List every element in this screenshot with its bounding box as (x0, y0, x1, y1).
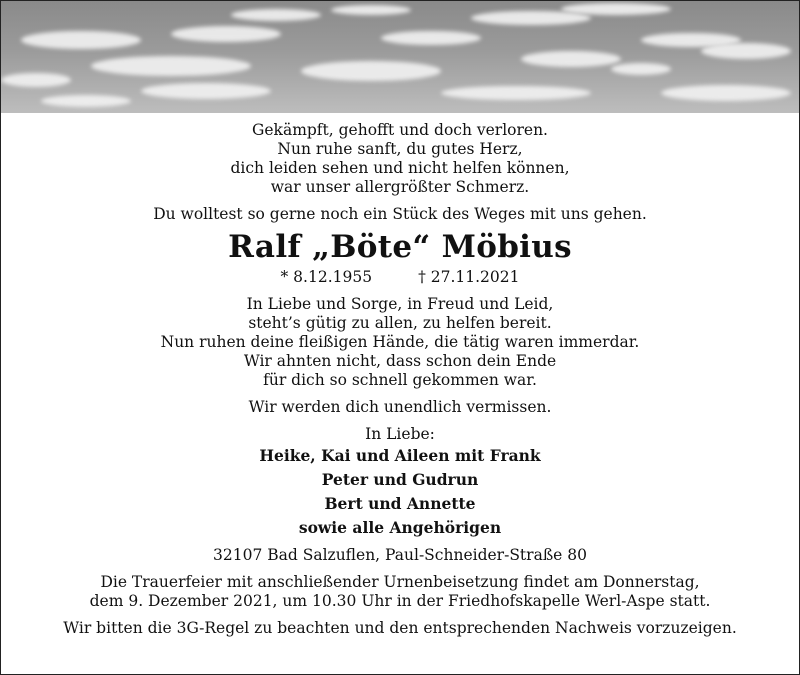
poem-line: In Liebe und Sorge, in Freud und Leid, (246, 295, 554, 313)
birth-date: * 8.12.1955 (280, 268, 373, 286)
mourners-list (1, 444, 799, 540)
funeral-line: dem 9. Dezember 2021, um 10.30 Uhr in der Friedhofskapelle Werl-Aspe statt. (89, 592, 711, 610)
quote-text: Du wolltest so gerne noch ein Stück des Weges mit uns gehen. (153, 205, 647, 223)
poem-line: steht’s gütig zu allen, zu helfen bereit. (248, 314, 552, 332)
miss-text: Wir werden dich unendlich vermissen. (248, 398, 552, 416)
second-poem (1, 295, 799, 390)
sky-clouds-image (1, 1, 799, 113)
poem-line: dich leiden sehen und nicht helfen können, (230, 159, 570, 177)
mourner-line: Peter und Gudrun (321, 470, 479, 489)
poem-line: Wir ahnten nicht, dass schon dein Ende (243, 352, 557, 370)
covid-notice (1, 619, 799, 638)
address-text: 32107 Bad Salzuflen, Paul-Schneider-Straße 80 (213, 546, 587, 564)
notice-text (1, 113, 799, 674)
deceased-name: Ralf „Böte“ Möbius (228, 229, 572, 265)
poem-line: Nun ruhen deine fleißigen Hände, die tätig waren immerdar. (160, 333, 640, 351)
in-love-text: In Liebe: (365, 425, 435, 443)
miss-line (1, 398, 799, 417)
quote-line (1, 205, 799, 224)
poem-line: war unser allergrößter Schmerz. (270, 178, 530, 196)
funeral-info (1, 573, 799, 611)
poem-line: Gekämpft, gehofft und doch verloren. (252, 121, 548, 139)
poem-line: Nun ruhe sanft, du gutes Herz, (277, 140, 523, 158)
poem-line: für dich so schnell gekommen war. (263, 371, 537, 389)
death-date: † 27.11.2021 (418, 268, 520, 286)
notice-text-line: Wir bitten die 3G-Regel zu beachten und den entsprechenden Nachweis vorzuzeigen. (63, 619, 737, 637)
life-dates (1, 268, 799, 287)
mourner-line: sowie alle Angehörigen (298, 518, 502, 537)
funeral-line: Die Trauerfeier mit anschließender Urnenbeisetzung findet am Donnerstag, (100, 573, 700, 591)
mourner-line: Bert und Annette (324, 494, 476, 513)
address (1, 546, 799, 565)
in-love-label (1, 425, 799, 444)
opening-poem (1, 121, 799, 197)
mourner-line: Heike, Kai und Aileen mit Frank (259, 446, 541, 465)
